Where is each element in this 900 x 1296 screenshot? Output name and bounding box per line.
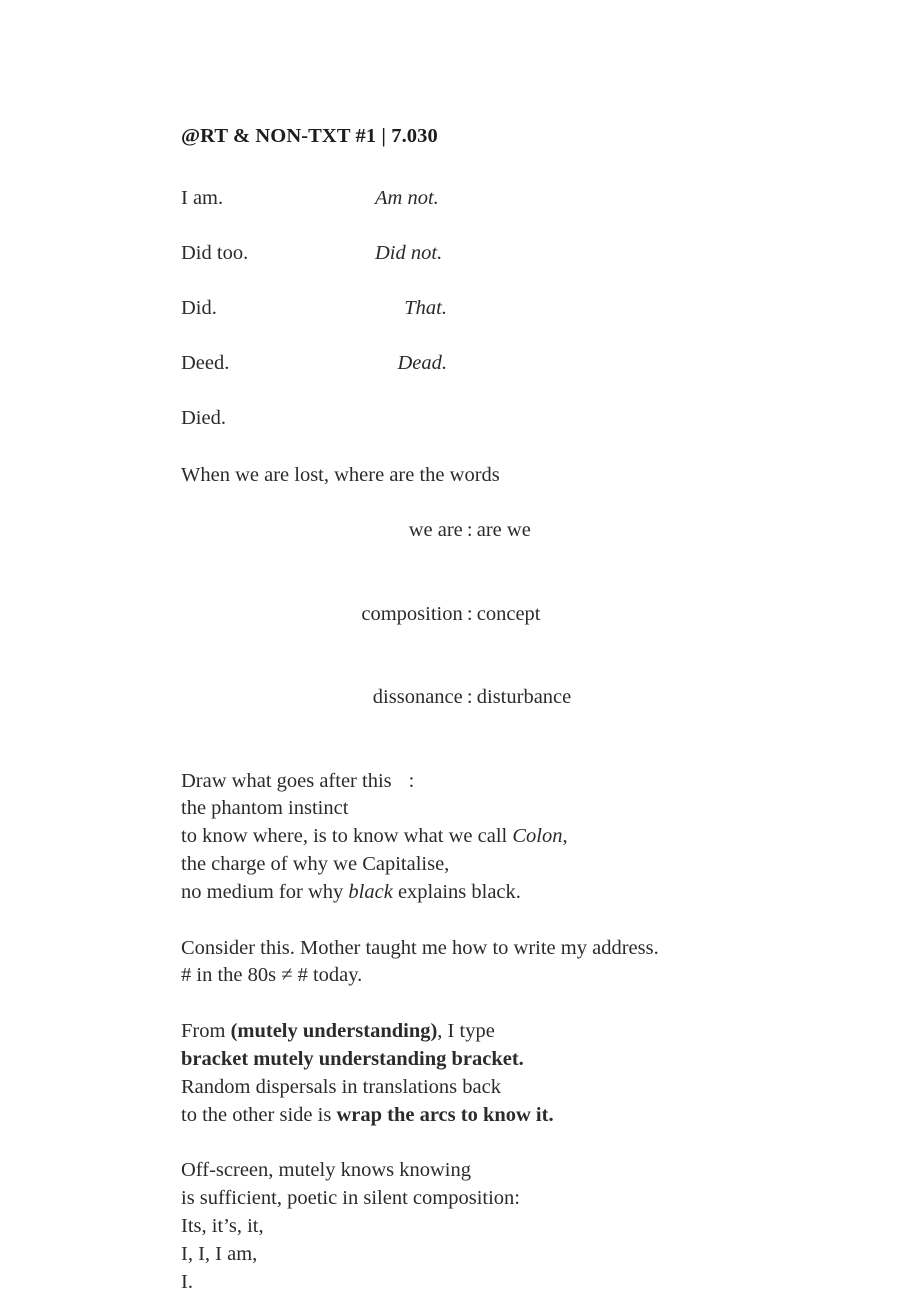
stanza-line: # in the 80s ≠ # today.	[181, 964, 363, 987]
bold-phrase: bracket mutely understanding bracket.	[181, 1047, 524, 1070]
stanza-line: the phantom instinct	[181, 797, 349, 820]
stanza-line	[181, 1018, 900, 1046]
stanza-line	[181, 879, 900, 907]
colon-separator: :	[466, 519, 473, 542]
emphasis-black-word: black	[348, 880, 393, 903]
stanza-line: Random dispersals in translations back	[181, 1075, 501, 1098]
stanza-text: , I type	[437, 1020, 495, 1043]
stanza-line: I, I, I am,	[181, 1242, 258, 1265]
colon-pair-left: composition	[361, 602, 463, 625]
colon-pair-row	[181, 656, 900, 739]
dialogue-reply: Am not.	[375, 186, 439, 209]
bold-phrase: (mutely understanding)	[230, 1020, 438, 1043]
dialogue-row	[181, 187, 447, 209]
stanza-line	[181, 823, 900, 851]
stanza-text: Draw what goes after this	[181, 769, 392, 792]
stanza-text: ,	[562, 825, 568, 848]
page-title: @RT & NON-TXT #1 | 7.030	[181, 125, 438, 147]
stanza-line: is sufficient, poetic in silent composition:	[181, 1187, 520, 1210]
stanza-line	[181, 768, 900, 796]
stanza-line: the charge of why we Capitalise,	[181, 852, 450, 875]
stanza-line: Its, it’s, it,	[181, 1214, 264, 1237]
solo-line: Died.	[181, 406, 226, 429]
colon-pair-left: dissonance	[372, 685, 463, 708]
stanza-line: Off-screen, mutely knows knowing	[181, 1159, 471, 1182]
dialogue-row	[181, 352, 447, 374]
stanza-line	[181, 1102, 900, 1130]
colon-pair-left: we are	[408, 519, 463, 542]
dialogue-row	[181, 297, 447, 319]
bold-phrase: wrap the arcs to know it.	[336, 1103, 554, 1126]
stanza-text: explains black.	[392, 880, 521, 903]
dialogue-call: Did too.	[181, 241, 249, 264]
stanza-colon: :	[408, 769, 415, 792]
offscreen-stanza	[181, 1157, 900, 1296]
colon-pair-row	[181, 489, 900, 572]
consider-stanza	[181, 935, 900, 991]
draw-stanza	[181, 768, 900, 907]
colon-separator: :	[466, 602, 473, 625]
stanza-line: When we are lost, where are the words	[181, 463, 500, 486]
colon-pair-right: disturbance	[476, 685, 572, 708]
stanza-text: From	[181, 1020, 231, 1043]
stanza-line: Consider this. Mother taught me how to write my address.	[181, 936, 659, 959]
stanza-line	[181, 1046, 900, 1074]
stanza-line: I.	[181, 1270, 193, 1293]
colon-pair-right: concept	[476, 602, 541, 625]
dialogue-block	[181, 187, 900, 374]
colon-aligned-stanza	[181, 462, 900, 740]
colon-pair-row	[181, 573, 900, 656]
colon-separator: :	[466, 685, 473, 708]
dialogue-reply: That.	[404, 296, 447, 319]
dialogue-reply: Dead.	[397, 351, 447, 374]
dialogue-row	[181, 242, 447, 264]
stanza-text: to the other side is	[181, 1103, 337, 1126]
dialogue-call: Did.	[181, 296, 217, 319]
dialogue-call: Deed.	[181, 351, 230, 374]
stanza-text: no medium for why	[181, 880, 349, 903]
dialogue-reply: Did not.	[375, 241, 443, 264]
stanza-text: to know where, is to know what we call	[181, 825, 513, 848]
emphasis-colon-word: Colon	[512, 825, 563, 848]
colon-pair-right: are we	[476, 519, 531, 542]
from-stanza	[181, 1018, 900, 1129]
dialogue-call: I am.	[181, 186, 224, 209]
